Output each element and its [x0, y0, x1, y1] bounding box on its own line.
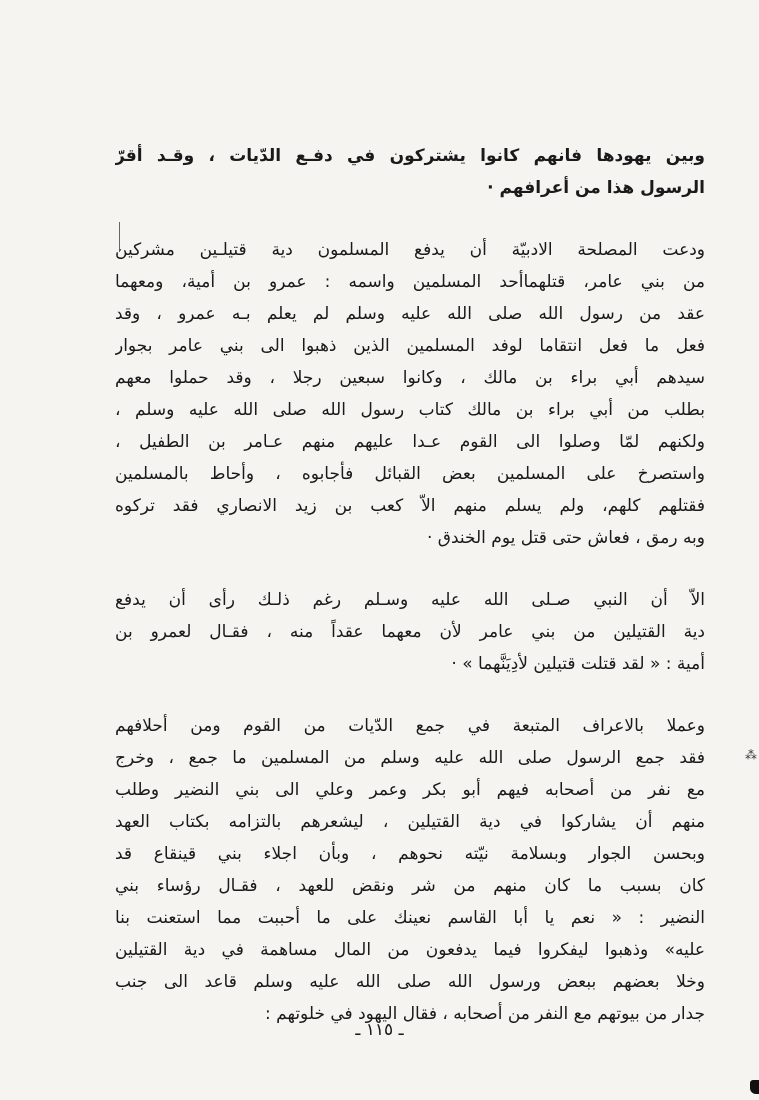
paragraph-4: [115, 710, 705, 1030]
text-line: فقد جمع الرسول صلى الله عليه وسلم من المسلمين ما جمع ، وخرج: [115, 748, 705, 768]
paragraph-3: [115, 584, 705, 680]
text-line: واستصرخ على المسلمين بعض القبائل فأجابوه ، وأحاط بالمسلمين: [115, 464, 705, 484]
corner-mark: [750, 1080, 759, 1094]
text-line: ولكنهم لمّا وصلوا الى القوم عـدا عليهم منهم عـامر بن الطفيل ،: [115, 432, 705, 452]
text-line: وبين يهودها فانهم كانوا يشتركون في دفـع الدّيات ، وقـد أقرّ: [115, 146, 705, 166]
text-line: كان بسبب ما كان منهم من شر ونقض للعهد ، فقـال رؤساء بني: [115, 876, 705, 896]
text-line: الرسول هذا من أعرافهم ·: [487, 178, 705, 198]
text-line: عقد من رسول الله صلى الله عليه وسلم لم يعلم بـه عمرو ، وقد: [115, 304, 705, 324]
page-body: [115, 140, 705, 1060]
text-line: دية القتيلين من بني عامر لأن معهما عقداً منه ، فقـال لعمرو بن: [115, 622, 705, 642]
text-line: من بني عامر، قتلهماأحد المسلمين واسمه : عمرو بن أمية، ومعهما: [115, 272, 705, 292]
paragraph-2: [115, 234, 705, 554]
text-line: فقتلهم كلهم، ولم يسلم منهم الاّ كعب بن زيد الانصاري فقد تركوه: [115, 496, 705, 516]
text-line: ودعت المصلحة الادبيّة أن يدفع المسلمون دية قتيلـين مشركين: [115, 240, 705, 260]
text-line: سيدهم أبي براء بن مالك ، وكانوا سبعين رجلا ، وقد حملوا معهم: [115, 368, 705, 388]
text-line: أمية : « لقد قتلت قتيلين لأدِيَنَّهما » ·: [451, 654, 705, 674]
text-line: مع نفر من أصحابه فيهم أبو بكر وعمر وعلي الى بني النضير وطلب: [115, 780, 705, 800]
text-line: فعل ما فعل انتقاما لوفد المسلمين الذين ذهبوا الى بني عامر بجوار: [115, 336, 705, 356]
text-line: وعملا بالاعراف المتبعة في جمع الدّيات من القوم ومن أحلافهم: [115, 716, 705, 736]
text-line: النضير : « نعم يا أبا القاسم نعينك على ما أحببت مما استعنت بنا: [115, 908, 705, 928]
margin-mark: ⁂: [745, 748, 757, 762]
text-line: جدار من بيوتهم مع النفر من أصحابه ، فقال اليهود في خلوتهم :: [265, 1004, 705, 1024]
text-line: عليه» وذهبوا ليفكروا فيما يدفعون من المال مساهمة في دية القتيلين: [115, 940, 705, 960]
text-line: وخلا بعضهم ببعض ورسول الله صلى الله عليه وسلم قاعد الى جنب: [115, 972, 705, 992]
page-number: ـ ١١٥ ـ: [355, 1020, 404, 1040]
text-line: الاّ أن النبي صـلى الله عليه وسـلم رغم ذلـك رأى أن يدفع: [115, 590, 705, 610]
text-line: وبه رمق ، فعاش حتى قتل يوم الخندق ·: [426, 528, 705, 548]
text-line: وبحسن الجوار وبسلامة نيّته نحوهم ، وبأن اجلاء بني قينقاع قد: [115, 844, 705, 864]
text-line: منهم أن يشاركوا في دية القتيلين ، ليشعرهم بالتزامه بكتاب العهد: [115, 812, 705, 832]
paragraph-1: [115, 140, 705, 204]
text-line: بطلب من أبي براء بن مالك كتاب رسول الله صلى الله عليه وسلم ،: [115, 400, 705, 420]
